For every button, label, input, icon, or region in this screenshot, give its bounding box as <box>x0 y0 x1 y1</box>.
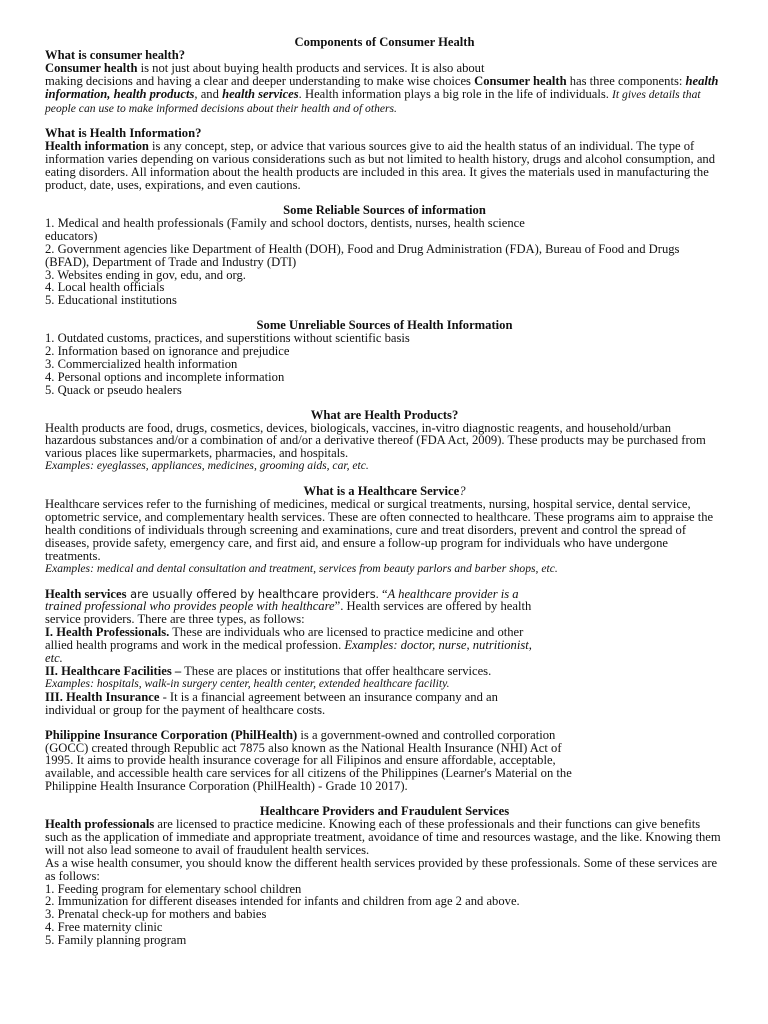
list-item: 5. Quack or pseudo healers <box>45 382 182 397</box>
text-span: are licensed to practice medicine. Knowing each of these professionals and their functions can give benefits such as the application of immediate and appropriate treatment, avoidance of time and resources wastage, and the like. Knowing them will not also lead someone to avail of fraudulent health services. <box>45 817 721 857</box>
paragraph-health-professionals-2 <box>45 818 724 857</box>
text-span: These are places or institutions that offer healthcare services. <box>181 663 492 678</box>
example-health-products: Examples: eyeglasses, appliances, medicines, grooming aids, car, etc. <box>45 459 369 473</box>
text-span: These are individuals who are licensed to practice medicine and other allied health programs and work in the medical profession. <box>45 625 524 653</box>
paragraph-philhealth <box>45 729 580 794</box>
list-item: 2. Immunization for different diseases intended for infants and children from age 2 and above. <box>45 894 520 909</box>
term-components: health information, health products <box>45 73 719 101</box>
section-health-services <box>45 588 545 717</box>
list-item: 3. Commercialized health information <box>45 356 238 371</box>
section-unreliable-sources <box>45 319 724 396</box>
term-health-professionals: Health professionals <box>45 817 155 832</box>
section-health-products <box>45 409 724 474</box>
text-span: ? <box>459 484 466 499</box>
text-span: . Health information plays a big role in the life of individuals. <box>298 86 613 101</box>
example-consumer-health: It gives details that people can use to make informed decisions about their health and of others. <box>45 87 701 115</box>
paragraph-health-insurance <box>45 691 545 717</box>
section-consumer-health <box>45 49 724 116</box>
text-span: . “ <box>375 586 388 601</box>
term-consumer-health: Consumer health <box>45 60 138 75</box>
heading-health-products: What are Health Products? <box>310 407 459 422</box>
text-span: is a government-owned and controlled corporation (GOCC) created through Republic act 7875 also known as the National Health Insurance (NHI) Act of 1995. It aims to provide health insurance coverage for all Filipinos and ensure affordable, acceptable, available, and accessible health care services for all citizens of the Philippines (Learner's Material on the Philippine Health Insurance Corporation (PhilHealth) - Grade 10 2017). <box>45 727 572 794</box>
text-span: ”. Health services are offered by health service providers. There are three types, as follows: <box>45 599 532 627</box>
paragraph-healthcare-service: Healthcare services refer to the furnishing of medicines, medical or surgical treatments, nursing, hospital service, dental service, optometric service, and complementary health services. These are often connected to healthcare. These programs aim to appraise the health conditions of individuals through screening and examinations, cure and treat disorders, prevent and control the spread of diseases, provide safety, emergency care, and first aid, and ensure a follow-up program for individuals who have undergone treatments. <box>45 497 714 563</box>
paragraph-health-professionals <box>45 626 545 665</box>
list-reliable-sources <box>45 217 724 307</box>
heading-consumer-health: What is consumer health? <box>45 47 186 62</box>
heading-unreliable-sources: Some Unreliable Sources of Health Information <box>256 318 513 333</box>
text-span: What is a Healthcare Service <box>303 484 460 499</box>
list-item: 4. Local health officials <box>45 280 165 295</box>
text-span: Examples: doctor, nurse, nutritionist, etc. <box>45 638 532 666</box>
list-item: 2. Information based on ignorance and prejudice <box>45 344 290 359</box>
text-span: , and <box>194 86 223 101</box>
section-fraudulent-services <box>45 805 724 947</box>
text-span: is any concept, step, or advice that various sources give to aid the health status of an individual. The type of information varies depending on various considerations such as but not limited to health history, drugs and alcohol consumption, and eating disorders. All information about the health products are included in this area. It gives the materials used in manufacturing the product, date, uses, expirations, and even cautions. <box>45 139 716 193</box>
paragraph-wise-consumer: As a wise health consumer, you should know the different health services provided by these professionals. Some of these services are as follows: <box>45 855 718 883</box>
list-health-services <box>45 883 724 948</box>
text-span: is not just about buying health products and services. It is also about <box>137 60 485 75</box>
paragraph-health-information <box>45 140 724 192</box>
list-item: 2. Government agencies like Department of Health (DOH), Food and Drug Administration (FDA), Bureau of Food and Drugs (BFAD), Department of Trade and Industry (DTI) <box>45 241 680 269</box>
text-span: are usually offered by healthcare providers <box>126 586 376 601</box>
section-reliable-sources <box>45 204 724 307</box>
term-health-information: Health information <box>45 139 149 154</box>
list-item: 4. Personal options and incomplete information <box>45 369 285 384</box>
section-philhealth <box>45 729 580 794</box>
text-span: has three components: <box>566 73 686 88</box>
list-item: 1. Outdated customs, practices, and superstitions without scientific basis <box>45 331 410 346</box>
text-span: making decisions and having a clear and deeper understanding to make wise choices <box>45 73 475 88</box>
list-unreliable-sources <box>45 332 724 397</box>
list-item: 3. Websites ending in gov, edu, and org. <box>45 267 246 282</box>
paragraph-health-services <box>45 588 545 627</box>
example-healthcare-facilities: Examples: hospitals, walk-in surgery center, health center, extended healthcare facility. <box>45 676 450 690</box>
paragraph-consumer-health <box>45 62 724 116</box>
term-health-services: health services <box>222 86 299 101</box>
document-title: Components of Consumer Health <box>294 35 475 49</box>
text-span: - It is a financial agreement between an insurance company and an individual or group for the payment of healthcare costs. <box>45 689 498 717</box>
list-item: 3. Prenatal check-up for mothers and babies <box>45 907 267 922</box>
paragraph-healthcare-facilities <box>45 665 545 678</box>
section-healthcare-service <box>45 485 724 575</box>
example-healthcare-service: Examples: medical and dental consultation and treatment, services from beauty parlors and barber shops, etc. <box>45 561 558 575</box>
term-health-services-2: Health services <box>45 586 127 601</box>
list-item: 5. Educational institutions <box>45 293 177 308</box>
term-philhealth: Philippine Insurance Corporation (PhilHealth) <box>45 727 298 742</box>
list-item: 1. Feeding program for elementary school children <box>45 881 302 896</box>
list-item: 1. Medical and health professionals (Family and school doctors, dentists, nurses, health science educators) <box>45 215 525 243</box>
section-health-information <box>45 127 724 192</box>
list-item: 5. Family planning program <box>45 933 187 948</box>
paragraph-health-products: Health products are food, drugs, cosmetics, devices, biologicals, vaccines, in-vitro diagnostic reagents, and household/urban hazardous substances and/or a combination of and/or a derivative thereof (FDA Act, 2009). These products may be purchased from various places like supermarkets, pharmacies, and hospitals. <box>45 420 706 461</box>
list-item: 4. Free maternity clinic <box>45 920 163 935</box>
text-span: II. Healthcare Facilities – <box>45 663 182 678</box>
text-span: I. Health Professionals. <box>45 625 170 640</box>
heading-health-information: What is Health Information? <box>45 126 202 141</box>
quote-healthcare-provider: A healthcare provider is a trained professional who provides people with healthcare <box>45 586 519 614</box>
text-span: III. Health Insurance <box>45 689 160 704</box>
heading-fraudulent-services: Healthcare Providers and Fraudulent Services <box>259 804 510 819</box>
term-consumer-health-2: Consumer health <box>474 73 567 88</box>
heading-reliable-sources: Some Reliable Sources of information <box>283 202 486 217</box>
